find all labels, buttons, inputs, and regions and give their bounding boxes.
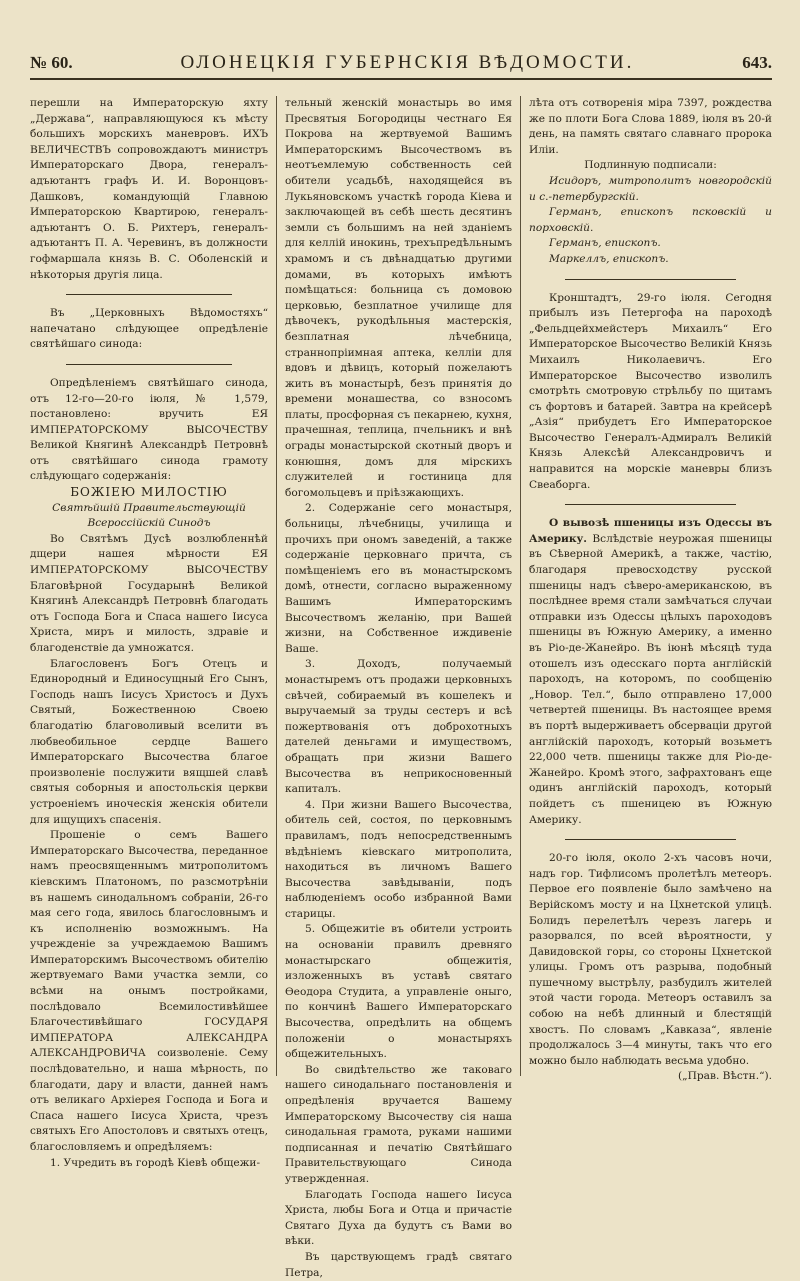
newspaper-title: ОЛОНЕЦКІЯ ГУБЕРНСКІЯ ВѢДОМОСТИ.: [180, 52, 635, 73]
paragraph: [529, 516, 772, 828]
paragraph: Опредѣленіемъ святѣйшаго синода, отъ 12-го—20-го іюля, № 1,579, постановлено: вручить ЕЯ ИМПЕРАТОРСКОМУ ВЫСОЧЕСТВУ Великой Княгинѣ Александрѣ Петровнѣ отъ святѣйшаго синода грамоту слѣдующаго содержанія:: [30, 376, 268, 483]
paragraph: 5. Общежитіе въ обители устроить на основаніи правилъ древняго монастырскаго общежитія, изложенныхъ въ уставѣ святаго Ѳеодора Студита, а управленіе оныго, по кончинѣ Вашего Императорскаго Высочества, опредѣлить на общемъ положеніи о монастыряхъ общежительныхъ.: [285, 923, 512, 1061]
text-columns: [30, 96, 772, 1279]
paragraph: Въ „Церковныхъ Вѣдомостяхъ“ напечатано слѣдующее опредѣленіе святѣйшаго синода:: [30, 307, 268, 351]
column-3: [520, 96, 772, 1083]
paragraph: Во Святѣмъ Дусѣ возлюбленнѣй дщери нашея мѣрности ЕЯ ИМПЕРАТОРСКОМУ ВЫСОЧЕСТВУ Благовѣрной Государынѣ Великой Княгинѣ Александрѣ Петровнѣ благодать отъ Господа Бога и Спаса нашего Іисуса Христа, миръ и милость, здравіе и благоденствіе да умножатся.: [30, 532, 268, 654]
page-number: 643.: [742, 53, 772, 72]
column-2: [276, 96, 520, 1279]
article-text: Вслѣдствіе неурожая пшеницы въ Сѣверной Америкѣ, а также, частію, благодаря превосходству русской пшеницы надъ сѣверо-американскою, въ послѣднее время стали замѣчаться случаи отправки изъ Одессы цѣлыхъ пароходовъ пшеницы въ Южную Америку, а именно въ Ріо-де-Жанейро. Въ іюнѣ мѣсяцѣ туда отошелъ изъ одесскаго порта англійскій пароходъ, на которомъ, по сообщенію „Новор. Тел.“, было отправлено 17,000 четвертей пшеницы. Въ настоящее время въ портѣ выдерживаетъ обсерваціи другой англійскій пароходъ, который возьметъ 22,000 четв. пшеницы также для Ріо-де-Жанейро. Кромѣ этого, зафрахтованъ еще одинъ англійскій пароходъ, который пойдетъ съ пшеницею въ Южную Америку.: [529, 532, 772, 826]
issue-number: № 60.: [30, 53, 73, 72]
section-subheading: Святѣйшій Правительствующій Всероссійскій Синодъ: [52, 501, 246, 530]
paragraph: Прошеніе о семъ Вашего Императорскаго Высочества, переданное намъ преосвященнымъ митрополитомъ кіевскимъ Платономъ, по разсмотрѣніи въ нашемъ синодальномъ собраніи, 26-го мая сего года, явилось благословнымъ и къ исполненію возможнымъ. На учрежденіе за учреждаемою Вашимъ Императорскимъ Высочествомъ обителію жертвуемаго Вами участка земли, со всѣми на онымъ постройками, послѣдовало Всемилостивѣйшее Благочестивѣйшаго ГОСУДАРЯ ИМПЕРАТОРА АЛЕКСАНДРА АЛЕКСАНДРОВИЧА соизволеніе. Сему послѣдовательно, и нашa мѣрность, по благодати, дару и власти, данней намъ отъ великаго Архіерея Господа и Бога и Спаса нашего Іисуса Христа, чрезъ святыхъ Его Апостоловъ и святыхъ отецъ, благословляемъ и опредѣляемъ:: [30, 829, 268, 1153]
paragraph: Во свидѣтельство же таковаго нашего синодальнаго постановленія и опредѣленія вручается Вашему Императорскому Высочеству сія наша синодальная грамота, руками нашими подписанная и печатію Святѣйшаго Правительствующаго Синода утвержденная.: [285, 1063, 512, 1185]
column-1: [30, 96, 276, 1169]
signature: Исидоръ, митрополитъ новгородскій и с.-петербургскій.: [529, 174, 772, 203]
signature: Маркеллъ, епископъ.: [549, 252, 669, 265]
divider: [565, 279, 736, 280]
paragraph: Благословенъ Богъ Отецъ и Единородный и Единосущный Его Сынъ, Господь нашъ Іисусъ Христосъ и Духъ Святый, Божественною Своею благодатію благоволивый вселити въ любвеобильное сердце Вашего Императорскаго Высочества благое произволеніе послужити вящшей славѣ святыя соборныя и апостольскія церкви устроеніемъ иноческія женскія обители для ищущихъ спасенія.: [30, 657, 268, 826]
paragraph: 4. При жизни Вашего Высочества, обитель сей, состоя, по церковнымъ правиламъ, подъ непосредственнымъ вѣдѣніемъ кіевскаго митрополита, находиться въ личномъ Вашего Высочества завѣдываніи, подъ наблюденіемъ особо избранной Вами старицы.: [285, 798, 512, 920]
signatures-heading: Подлинную подписали:: [584, 159, 717, 172]
divider: [565, 504, 736, 505]
article-title: О вывозѣ пшеницы изъ Одессы въ Америку.: [529, 517, 772, 545]
signature: Германъ, епископъ.: [549, 237, 661, 250]
masthead: [30, 48, 772, 80]
divider: [565, 839, 736, 840]
paragraph: Кронштадтъ, 29-го іюля. Сегодня прибылъ изъ Петергофа на пароходѣ „Фельдцейхмейстеръ Михаилъ“ Его Императорское Высочество Великій Князь Михаилъ Николаевичъ. Его Императорское Высочество изволилъ смотрѣть смотровую стрѣльбу по щитамъ съ фортовъ и батарей. Завтра на крейсерѣ „Азія“ прибудетъ Его Императорское Высочество Генералъ-Адмиралъ Великій Князь Алексѣй Александровичъ и направится на морскіе маневры близъ Свеаборга.: [529, 291, 772, 491]
paragraph: лѣта отъ сотворенія міра 7397, рождества же по плоти Бога Слова 1889, іюля въ 20-й день, на память святаго славнаго пророка Иліи.: [529, 97, 772, 156]
paragraph: 2. Содержаніе сего монастыря, больницы, лѣчебницы, училища и прочихъ при ономъ заведеній, а также содержаніе церковнаго причта, съ помѣщеніемъ его въ монастырскомъ домѣ, отнести, согласно выраженному Вашимъ Императорскимъ Высочествомъ желанію, при Вашей жизни, на Собственное иждивеніе Ваше.: [285, 502, 512, 655]
paragraph: 3. Доходъ, получаемый монастыремъ отъ продажи церковныхъ свѣчей, собираемый въ кошелекъ и выручаемый за труды сестеръ и всѣ пожертвованія отъ доброхотныхъ дателей деньгами и имуществомъ, обращать при жизни Вашего Высочества въ неприкосновенный капиталъ.: [285, 658, 512, 796]
paragraph: перешли на Императорскую яхту „Держава“, направляющуюся къ мѣсту большихъ морскихъ маневровъ. ИХЪ ВЕЛИЧЕСТВЪ сопровождаютъ министръ Императорскаго Двора, генералъ-адъютантъ графъ И. И. Воронцовъ-Дашковъ, командующій Главною Императорскою Квартирою, генералъ-адъютантъ О. Б. Рихтеръ, генералъ-адъютантъ П. А. Черевинъ, въ должности гофмаршала князь В. С. Оболенскій и нѣкоторыя другія лица.: [30, 97, 268, 281]
source-citation: („Прав. Вѣстн.“).: [678, 1070, 772, 1083]
section-heading: БОЖІЕЮ МИЛОСТІЮ: [70, 485, 228, 500]
paragraph: Въ царствующемъ градѣ святаго Петра,: [285, 1250, 512, 1279]
divider: [66, 294, 232, 295]
divider: [66, 364, 232, 365]
paragraph: тельный женскій монастырь во имя Пресвятыя Богородицы честнаго Ея Покрова на жертвуемой Вашимъ Императорскимъ Высочествомъ въ неотъемлемую собственность сей обители усадьбѣ, находящейся въ Лукьяновскомъ участкѣ города Кіева и заключающей въ себѣ шесть десятинъ земли съ большимъ на ней зданіемъ для келлій инокинь, трехъпредѣльнымъ храмомъ и съ двѣнадцатью другими домами, въ которыхъ имѣютъ помѣщаться: больница съ домовою церковью, безплатное училище для дѣвочекъ, рукодѣльныя мастерскія, безплатная лѣчебница, страннопріимная аптека, келліи для вдовъ и дѣвицъ, который пожелаютъ жить въ монастырѣ, безъ принятія до времени монашества, со взносомъ платы, просфорная съ пекарнею, кухня, прачешная, теплица, пчельникъ и внѣ ограды монастырской скотный дворъ и конюшня, домъ для мірскихъ служителей и гостиница для богомольцевъ и пріѣзжающихъ.: [285, 97, 512, 499]
paragraph: 1. Учредить въ городѣ Кіевѣ общежи-: [50, 1156, 261, 1169]
signature: Германъ, епископъ псковскій и порховскій.: [529, 206, 772, 234]
paragraph: Благодать Господа нашего Іисуса Христа, любы Бога и Отца и причастіе Святаго Духа да будутъ съ Вами во вѣки.: [285, 1188, 512, 1248]
paragraph: 20-го іюля, около 2-хъ часовъ ночи, надъ гор. Тифлисомъ пролетѣлъ метеоръ. Первое его появленіе было замѣчено на Верійскомъ мосту и на Цхнетской улицѣ. Болидъ перелетѣлъ черезъ лагерь и разорвался, по всей вѣроятности, у Давидовской горы, со стороны Цхнетской улицы. Громъ отъ разрыва, подобный пушечному выстрѣлу, разбудилъ жителей этой части города. Метеоръ оставилъ за собою на небѣ длинный и блестящій хвостъ. По словамъ „Кавказа“, явленіе продолжалось 3—4 минуты, такъ что его можно было наблюдать весьма удобно.: [529, 852, 772, 1067]
